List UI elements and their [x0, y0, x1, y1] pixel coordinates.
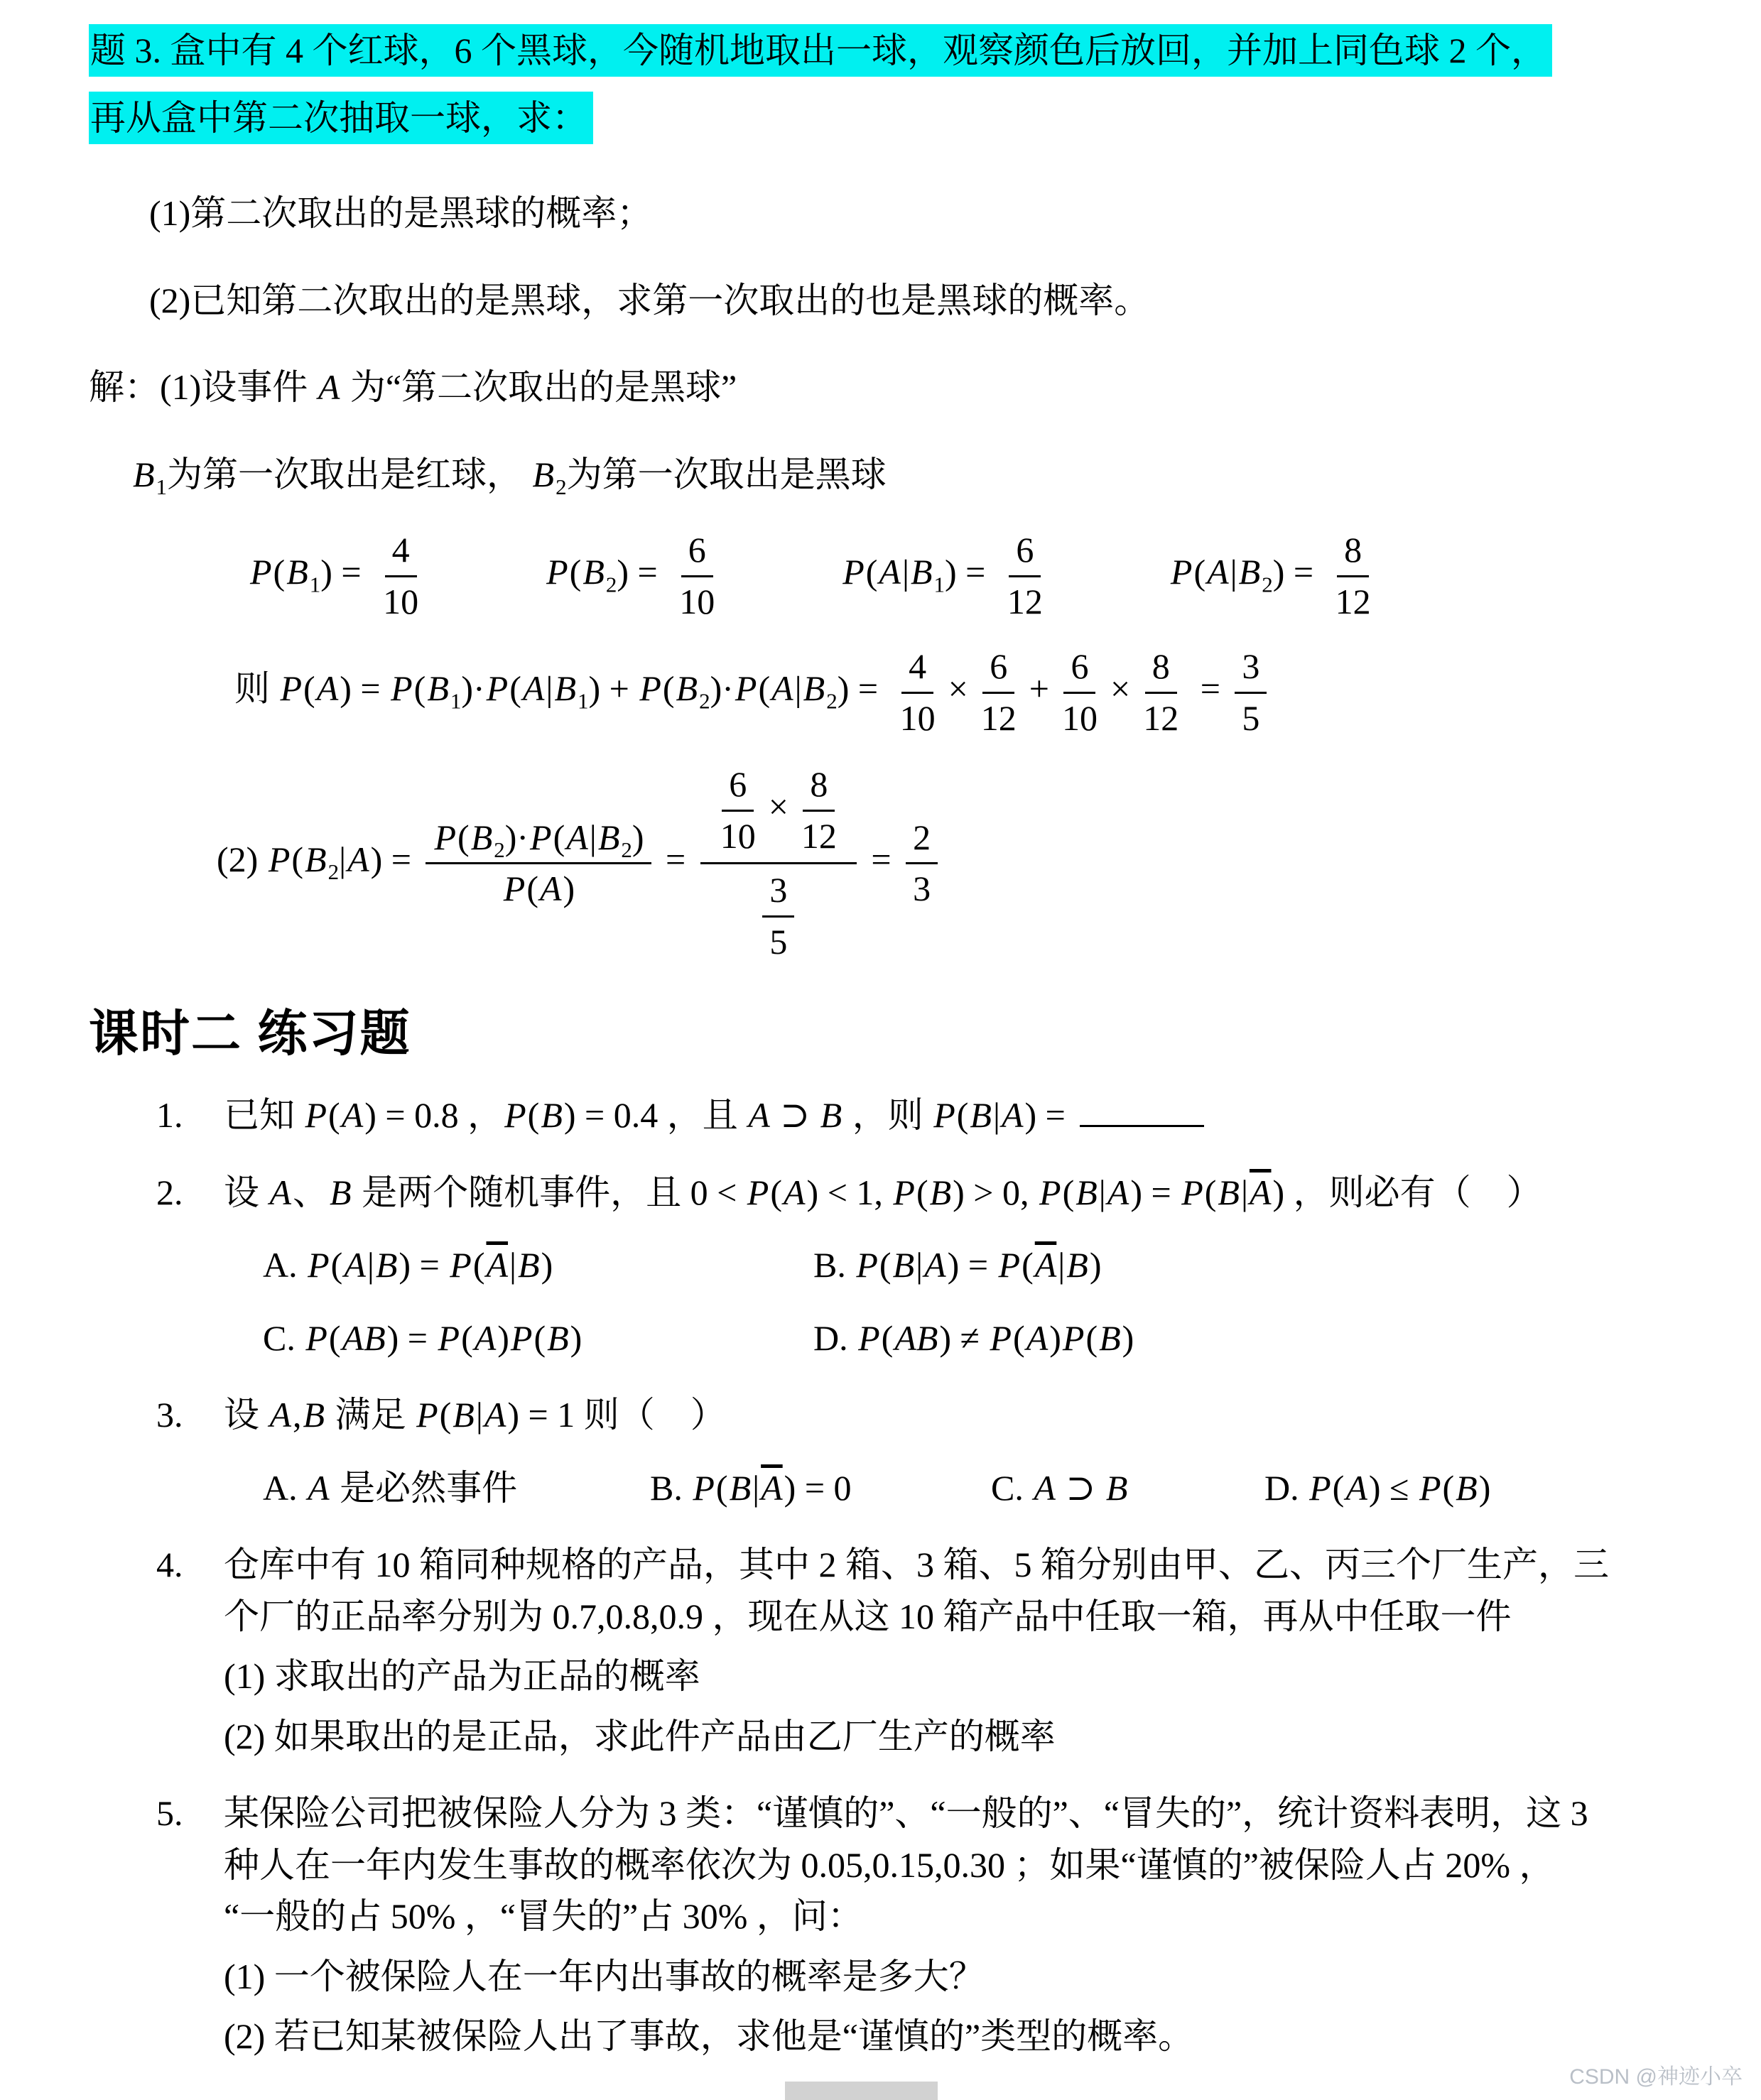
exercise-2-option-b: B. $P(B|A) = P(\overline{A}|B)$	[813, 1245, 1102, 1285]
exercise-4-text: 仓库中有 10 箱同种规格的产品，其中 2 箱、3 箱、5 箱分别由甲、乙、丙三个厂生产，三 个厂的正品率分别为 0.7,0.8,0.9 ，现在从这 10 箱产品中任取一箱，再从中任取一件	[224, 1545, 1609, 1636]
exercise-3-option-a: A. A 是必然事件	[263, 1467, 518, 1508]
exercise-4	[156, 1539, 1676, 1762]
exercise-4-body	[224, 1539, 1676, 1762]
exercise-5	[156, 1788, 1676, 2062]
exercise-1	[156, 1089, 1676, 1141]
exercise-5-sub-2: (2) 若已知某被保险人出了事故，求他是“谨慎的”类型的概率。	[224, 2016, 1194, 2056]
exercise-2-body	[224, 1167, 1676, 1364]
exercise-2-options-row-1	[263, 1239, 1676, 1291]
exercise-2-number: 2.	[156, 1172, 183, 1212]
exercise-3-body	[224, 1389, 1676, 1513]
exercise-5-text: 某保险公司把被保险人分为 3 类：“谨慎的”、“一般的”、“冒失的”，统计资料表明，这 3 种人在一年内发生事故的概率依次为 0.05,0.15,0.30 ；如果“谨慎的”被保险人占 20% ， “一般的占 50% ，“冒失的”占 30% ，问：	[224, 1793, 1588, 1936]
highlighted-problem-text: 题 3. 盒中有 4 个红球，6 个黑球，今随机地取出一球，观察颜色后放回，并加上同色球 2 个， 再从盒中第二次抽取一球，求：	[89, 24, 1552, 144]
exercise-3	[156, 1389, 1676, 1513]
formula-p-a-given-b1: $P(A|B_1)$ = $\frac{6}{12}$	[842, 530, 1043, 621]
csdn-watermark: CSDN @神迹小卒	[1569, 2065, 1743, 2089]
exercise-2-option-d: D. P(AB) ≠ P(A)P(B)	[813, 1317, 1134, 1358]
solution-intro: 解：(1)设事件 A 为“第二次取出的是黑球”	[89, 367, 737, 407]
exercise-4-sub-1: (1) 求取出的产品为正品的概率	[224, 1656, 700, 1696]
exercise-2-options-row-2	[263, 1312, 1676, 1364]
exercise-5-number: 5.	[156, 1793, 183, 1833]
partial-gray-box	[785, 2082, 938, 2100]
exercise-1-body	[224, 1089, 1676, 1141]
formula-p-b1: $P(B_1)$ = $\frac{4}{10}$	[250, 530, 419, 621]
exercise-4-number: 4.	[156, 1545, 183, 1584]
given-probabilities-row	[249, 528, 1676, 624]
exercise-3-number: 3.	[156, 1395, 183, 1435]
exercise-1-number: 1.	[156, 1095, 183, 1135]
bayes-equation: (2) $P(B_2|A)$ = $\frac{P(B_2)\cdot P(A|B_2)}{P(A)}$ = $\frac{6}{10}$ × $\frac{8}{12}$ $\frac{3}{5}$ = $\frac{2}{3}$	[217, 761, 1676, 965]
formula-p-a-given-b2: $P(A|B_2)$ = $\frac{8}{12}$	[1170, 530, 1371, 621]
exercise-2	[156, 1167, 1676, 1364]
exercise-3-options-row	[263, 1462, 1676, 1514]
problem3-statement	[89, 17, 1676, 152]
exercise-4-sub-2: (2) 如果取出的是正品，求此件产品由乙厂生产的概率	[224, 1716, 1056, 1756]
exercise-2-option-c: C. P(AB) = P(A)P(B)	[263, 1317, 583, 1358]
problem3-part1: (1)第二次取出的是黑球的概率；	[149, 193, 653, 233]
section-title: 课时二 练习题	[89, 1006, 411, 1061]
exercise-1-text: 已知 P(A) = 0.8 ，P(B) = 0.4 ，且 A ⊃ B ，则 P(B|A) =	[224, 1089, 1676, 1141]
exercise-3-option-d: D. P(A) ≤ P(B)	[1264, 1467, 1491, 1508]
exercise-5-sub-1: (1) 一个被保险人在一年内出事故的概率是多大？	[224, 1956, 985, 1996]
problem3-part2: (2)已知第二次取出的是黑球，求第一次取出的也是黑球的概率。	[149, 280, 1150, 320]
exercise-5-body	[224, 1788, 1676, 2062]
exercise-2-option-a: A. $P(A|B) = P(\overline{A}|B)$	[263, 1245, 553, 1285]
total-probability-equation: 则 $P(A) = P(B_1)\cdot P(A|B_1) + P(B_2)\cdot P(A|B_2)$ = $\frac{4}{10}$ × $\frac{6}{12}$ + $\frac{6}{10}$ × $\frac{8}{12}$ = $\frac{3}{5}$	[234, 645, 1676, 740]
exercise-2-text: 设 A、B 是两个随机事件，且 0 < P(A) < 1, P(B) > 0, $P(B|A) = P(B|\overline{A})$ ，则必有（ ）	[224, 1172, 1542, 1212]
solution-definitions: $B_1$为第一次取出是红球， $B_2$为第一次取出是黑球	[133, 454, 887, 499]
exercise-3-text: 设 A,B 满足 P(B|A) = 1 则（ ）	[224, 1395, 726, 1435]
formula-p-b2: $P(B_2)$ = $\frac{6}{10}$	[546, 530, 715, 621]
exercise-3-option-c: C. A ⊃ B	[991, 1467, 1128, 1508]
exercise-3-option-b: B. $P(B|\overline{A}) = 0$	[650, 1467, 852, 1508]
